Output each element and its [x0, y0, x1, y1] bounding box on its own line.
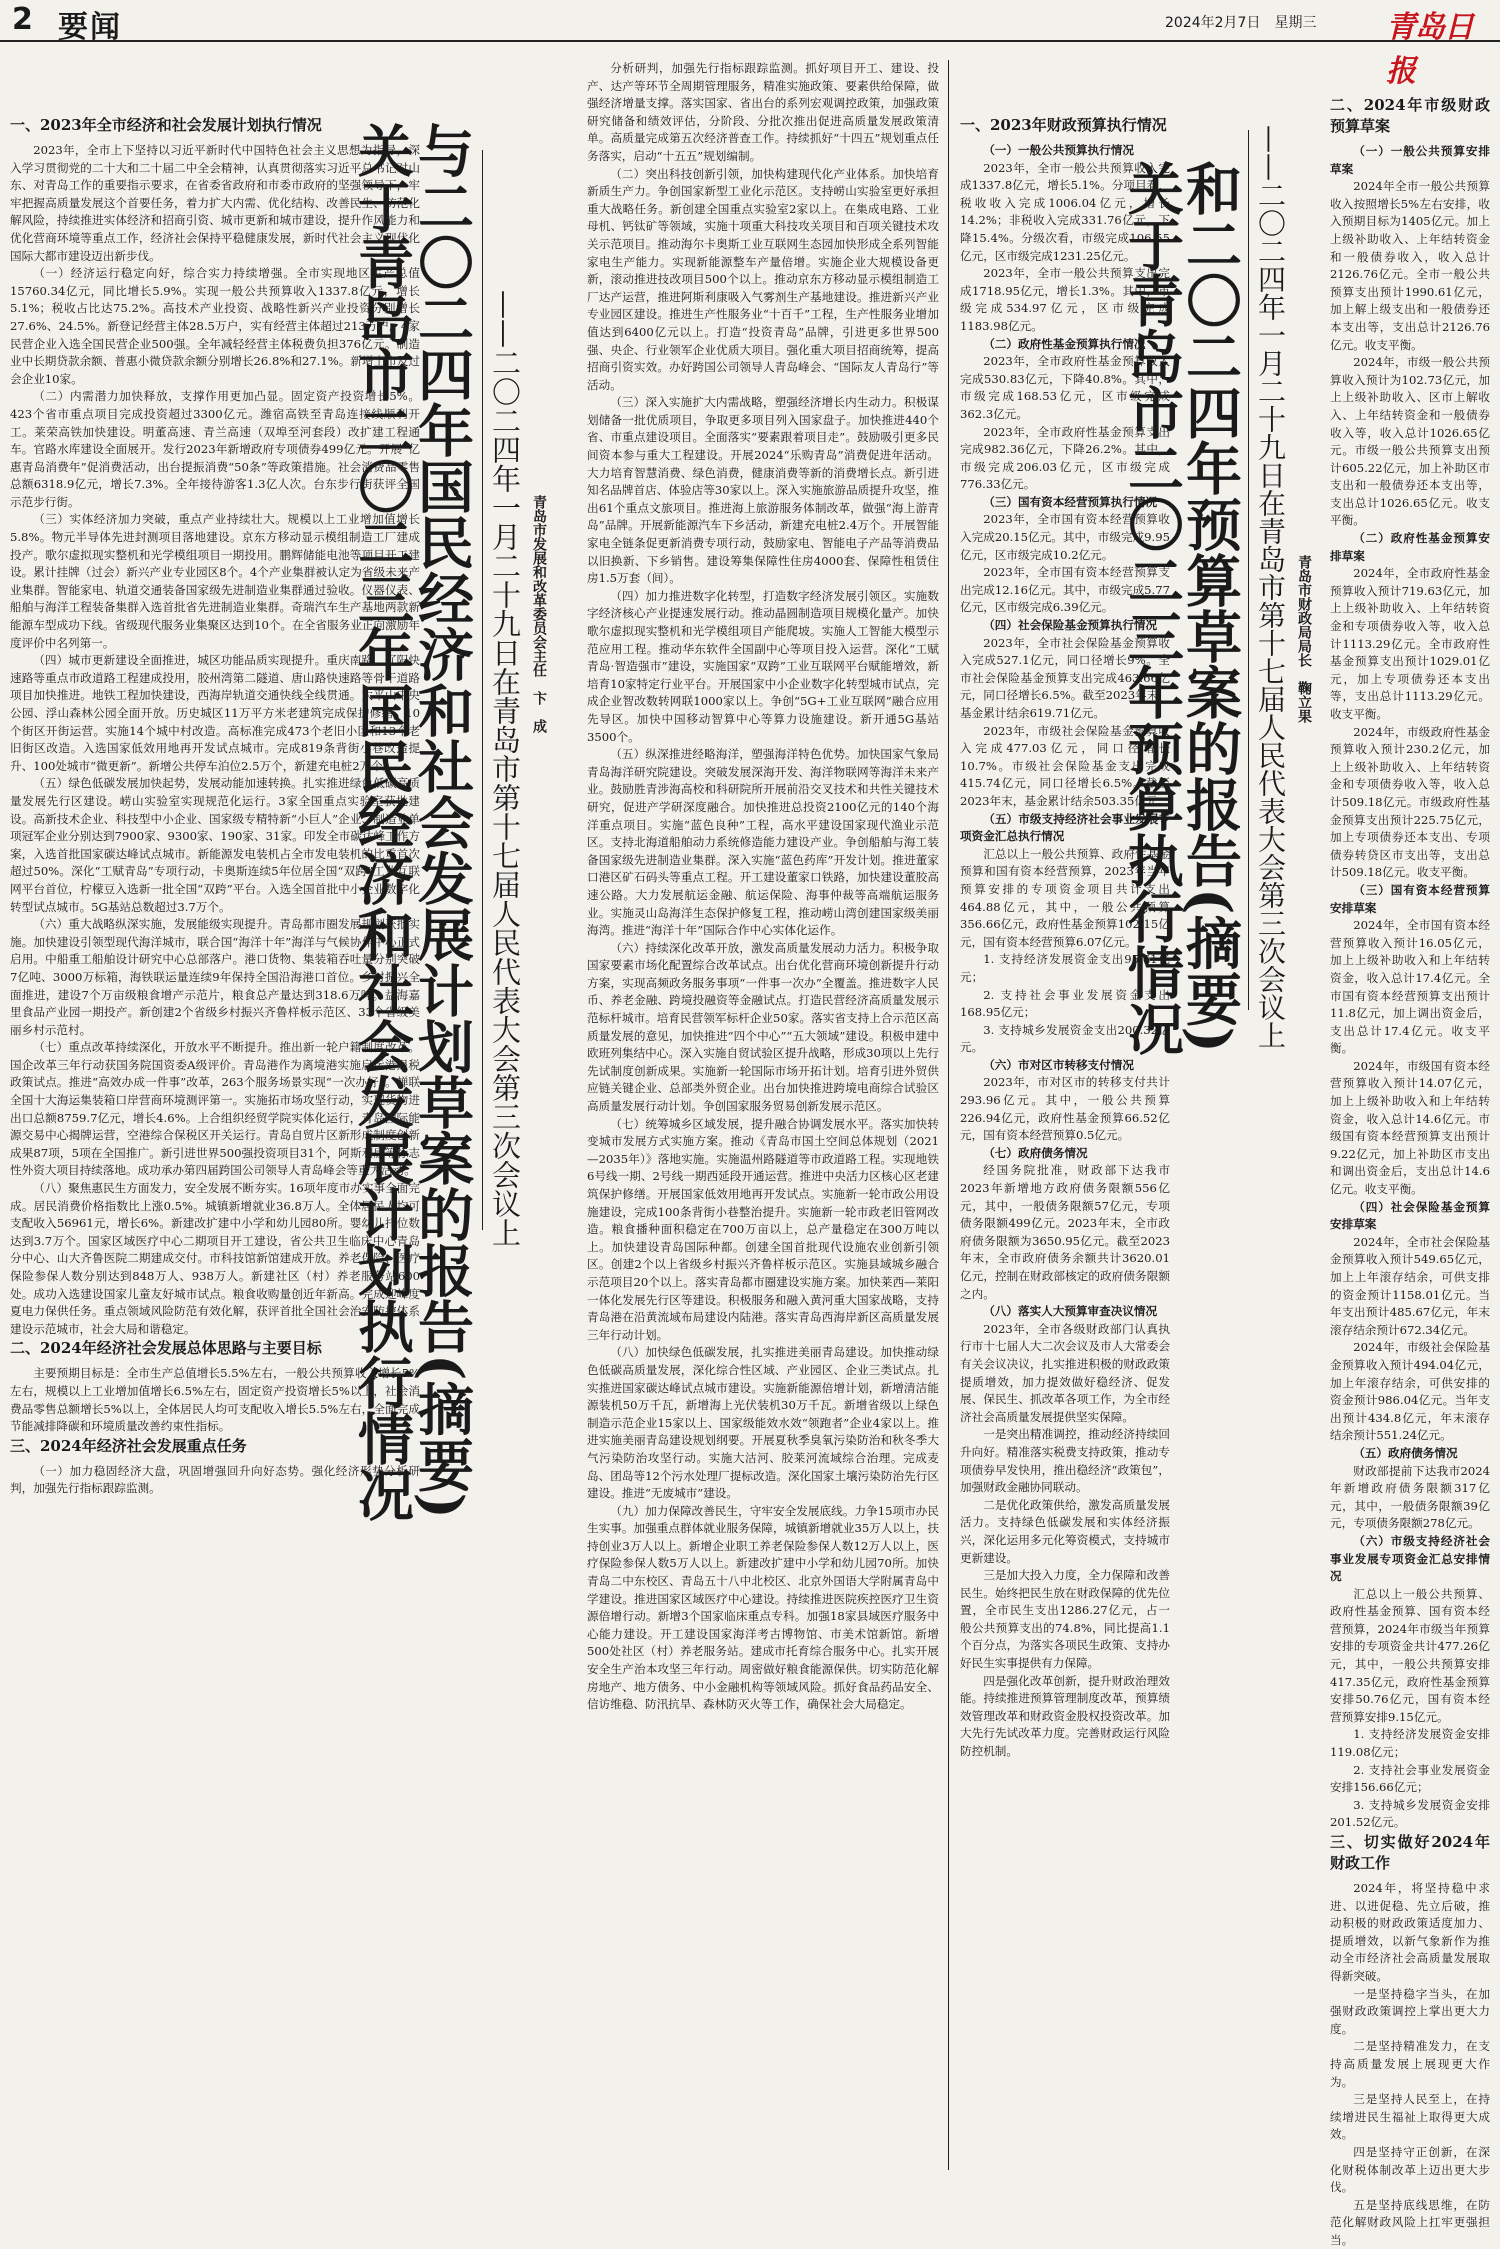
paragraph: 2024年，市级国有资本经营预算收入预计14.07亿元，加上上级补助收入和上年结转资金，收入总计14.6亿元。市级国有资本经营预算支出预计9.22亿元，加上补助区市支出和调出资金后，支出总计14.6亿元。收支平衡。: [1330, 1058, 1490, 1197]
paragraph: （四）城市更新建设全面推进，城区功能品质实现提升。重庆南路、辽阳快速路等重点市政道路工程建成投用，胶州湾第二隧道、唐山路快速路等骨干道路项目加快推进。地铁工程加快建设，西海岸轨道交通快线全线贯通。太平山中央公园、浮山森林公园全面开放。历史城区11万平方米老建筑完成保护修缮，10个街区开街运营。实施14个城中村改造。高标准完成473个老旧小区和13个老旧街区改造。入选国家低效用地再开发试点城市。完成819条背街小巷改造提升、100处城市“微更新”。新增公共停车泊位2.5万个，新建充电桩2万个。: [10, 653, 420, 773]
paragraph: （五）纵深推进经略海洋，塑强海洋特色优势。加快国家气象局青岛海洋研究院建设。突破发展深海开发、海洋物联网等海洋未来产业。鼓励胜青涉海高校和科研院所开展前沿交叉技术和共性关键技术研究，促进产学研深度融合。加快推进总投资2100亿元的140个海洋重点项目。实施“蓝色良种”工程，高水平建设国家现代渔业示范区。支持北海道船舶动力系统修造能力建设产业。争创船舶与海工装备国家级先进制造业集群。深入实施“蓝色药库”开发计划。推进董家口港区矿石码头等重点工程。开工建设董家口铁路，加快建设董胶高速公路。大力发展航运金融、航运保险、海事仲裁等高端航运服务业。实施灵山岛海洋生态保护修复工程，推动崂山湾创建国家级美丽海湾。推进“海洋十年”国际合作中心实体化运作。: [587, 747, 939, 938]
article2-title-line1: 关于青岛市二〇二三年预算执行情况: [1119, 160, 1185, 1056]
paragraph: 2023年，全市一般公共预算收入完成1337.8亿元，增长5.1%。分项目看，税收收入完成1006.04亿元，增长14.2%；非税收入完成331.76亿元，下降15.4%。分级次看，市级完成106.55亿元，区市级完成1231.25亿元。: [960, 160, 1170, 263]
paragraph: 汇总以上一般公共预算、政府性基金预算和国有资本经营预算，2023年当年预算安排的专项资金项目共计支出464.88亿元，其中，一般公共预算356.66亿元，政府性基金预算102.15亿元，国有资本经营预算6.07亿元。: [960, 846, 1170, 949]
article-divider: [948, 60, 949, 2170]
paragraph: （七）统筹城乡区域发展，提升融合协调发展水平。落实加快转变城市发展方式实施方案。推动《青岛市国土空间总体规划（2021—2035年）》落地实施。实施温州路隧道等市政道路工程。实现地铁6号线一期、2号线一期西延段开通运营。推进中央活力区核心区老建筑保护修缮。开展国家低效用地再开发试点。实施新一轮市政公用设施建设，完成100条背街小巷整治提升。实施新一轮市政老旧管网改造。粮食播种面积稳定在700万亩以上，总产量稳定在300万吨以上。加快建设青岛国际种都。创建全国首批现代设施农业创新引领区。创建2个以上省级乡村振兴齐鲁样板示范区。实施县域城乡融合示范项目20个以上。落实青岛都市圈建设实施方案。加快莱西—莱阳一体化发展先行区等建设。积极服务和融入黄河重大国家战略，支持青岛港在沿黄流域布局建设内陆港。落实青岛西海岸新区高质量发展三年行动计划。: [587, 1116, 939, 1342]
paragraph: 2023年，市级社会保险基金预算收入完成477.03亿元，同口径增长10.7%。市级社会保险基金支出完成415.74亿元，同口径增长6.5%。截至2023年末，基金累计结余503.35亿元。: [960, 723, 1170, 808]
article1-title-divider: [482, 150, 483, 1230]
section-heading: 一、2023年财政预算执行情况: [960, 116, 1167, 134]
paragraph: 五是坚持底线思维，在防范化解财政风险上扛牢更强担当。: [1330, 2197, 1490, 2247]
issue-date: 2024年2月7日 星期三: [1165, 15, 1317, 31]
section-heading: （一）一般公共预算执行情况: [983, 143, 1134, 157]
section-heading: 二、2024年经济社会发展总体思路与主要目标: [10, 1339, 322, 1358]
paragraph: 2024年全市一般公共预算收入按照增长5%左右安排，收入预期目标为1405亿元。加上上级补助收入、上年结转资金和一般债券收入，收入总计2126.76亿元。全市一般公共预算支出预计1990.61亿元，加上解上级支出和一般债券还本支出等，支出总计2126.76亿元。收支平衡。: [1330, 179, 1490, 352]
paragraph: 汇总以上一般公共预算、政府性基金预算、国有资本经营预算，2024年市级当年预算安排的专项资金共计477.26亿元，其中，一般公共预算安排417.35亿元，政府性基金预算安排50.76亿元，国有资本经营预算安排9.15亿元。: [1330, 1586, 1490, 1724]
paragraph: 分析研判，加强先行指标跟踪监测。抓好项目开工、建设、投产、达产等环节全周期管理服务，精准实施政策、要素供给保障，做强经济增量支撑。落实国家、省出台的系列宏观调控政策，加强政策研究储备和绩效评估，分阶段、分批次推出促进高质量发展政策清单。高质量完成第五次经济普查工作。持续抓好“十四五”规划重点任务落实，启动“十五五”规划编制。: [587, 61, 939, 163]
paragraph: 财政部提前下达我市2024年新增政府债务限额317亿元，其中，一般债务限额39亿元，专项债务限额278亿元。: [1330, 1463, 1490, 1531]
section-heading: （五）市级支持经济社会事业发展专项资金汇总执行情况: [960, 811, 1170, 844]
paragraph: （二）突出科技创新引领，加快构建现代化产业体系。加快培育新质生产力。争创国家新型工业化示范区。支持崂山实验室更好承担重大战略任务。新创建全国重点实验室2家以上。在集成电路、工业母机、钙钛矿等领域，实施十项重大科技攻关项目和百项关键技术攻关示范项目。推动海尔卡奥斯工业互联网生态园加快形成全系列智能家电生产能力。实现新能源整车产量倍增。实施企业大规模设备更新，滚动推进技改项目500个以上。推动京东方移动显示模组制造工厂达产运营，推进阿斯利康吸入气雾剂生产基地建设。推进新兴产业专业园区建设。推进生产性服务业“十百千”工程，生产性服务业增加值达到6400亿元以上。打造“投资青岛”品牌，引进更多世界500强、央企、行业领军企业优质大项目。强化重大项目招商统筹，提高招商引资实效。办好跨国公司领导人青岛峰会、“国际友人青岛行”等活动。: [587, 166, 939, 392]
paragraph: （二）内需潜力加快释放，支撑作用更加凸显。固定资产投资增长5%。423个省市重点项目完成投资超过3300亿元。潍宿高铁至青岛连接线顺利开工。莱荣高铁加快建设。明董高速、青兰高速（双埠至河套段）改扩建工程通车。官路水库建设全面展开。发行2023年新增政府专项债券499亿元。开展“亿惠青岛消费年”促消费活动，出台提振消费“50条”等政策措施。社会消费品零售总额6318.9亿元，增长7.3%。全年接待游客1.3亿人次。台东步行街获评全国示范步行街。: [10, 389, 420, 509]
paragraph: 2024年，将坚持稳中求进、以进促稳、先立后破，推动积极的财政政策适度加力、提质增效，以新气象新作为推动全市经济社会高质量发展取得新突破。: [1330, 1881, 1490, 1983]
article1-title-line1: 关于青岛市二〇二三年国民经济和社会发展计划执行情况: [349, 122, 415, 1522]
paragraph: 1. 支持经济发展资金安排119.08亿元；: [1330, 1727, 1490, 1760]
paragraph: （一）经济运行稳定向好，综合实力持续增强。全市实现地区生产总值15760.34亿元，同比增长5.9%。实现一般公共预算收入1337.8亿元，增长5.1%；税收占比达75.2%。高技术产业投资、战略性新兴产业投资分别增长27.6%、24.5%。新登记经营主体28.5万户，实有经营主体超过213万户。4家民营企业入选全国民营企业500强。全年减轻经营主体税费负担376亿元。制造业中长期贷款余额、普惠小微贷款余额分别增长26.8%和27.1%。新增上市及过会企业10家。: [10, 266, 420, 386]
section-heading: （四）社会保险基金预算执行情况: [983, 618, 1158, 633]
section-heading: （二）政府性基金预算执行情况: [983, 336, 1146, 351]
paragraph: 2023年，全市政府性基金预算支出完成982.36亿元，下降26.2%。其中，市级完成206.03亿元，区市级完成776.33亿元。: [960, 424, 1170, 492]
paragraph: 2023年，全市社会保险基金预算收入完成527.1亿元，同口径增长9%。全市社会保险基金预算支出完成463.66亿元，同口径增长6.5%。截至2023年末，基金累计结余619.71亿元。: [960, 635, 1170, 720]
section-heading: （六）市级支持经济社会事业发展专项资金汇总安排情况: [1330, 1533, 1490, 1584]
section-heading: 三、切实做好2024年财政工作: [1330, 1833, 1490, 1872]
paragraph: 二是优化政策供给，激发高质量发展活力。支持绿色低碳发展和实体经济振兴，深化运用多元化筹资模式，支持城市更新建设。: [960, 1497, 1170, 1565]
article2-author: 青岛市财政局局长 鞠立果: [1296, 555, 1312, 723]
paragraph: 1. 支持经济发展资金支出95.61亿元；: [960, 952, 1170, 984]
paragraph: 2023年，全市各级财政部门认真执行市十七届人大二次会议及市人大常委会有关会议决议，扎实推进积极的财政政策提质增效，加力提效做好稳经济、促发展、保民生、抓改革各项工作，为全市经济社会高质量发展提供坚实保障。: [960, 1321, 1170, 1424]
paragraph: （三）实体经济加力突破，重点产业持续壮大。规模以上工业增加值增长5.8%。物元半导体先进封测项目落地建设。京东方移动显示模组制造工厂建成投产。歌尔虚拟现实整机和光学模组项目一期投用。鹏辉储能电池等项目开工建设。累计挂牌（过会）新兴产业专业园区8个。4个产业集群被认定为省级未来产业集群。智能家电、轨道交通装备国家级先进制造业集群通过验收。仪器仪表、船舶与海洋工程装备集群入选首批省先进制造业集群。奇瑞汽车生产基地两款新能源车型成功下线。省级现代服务业集聚区达到10个。在全省服务业正向激励年度评价中名列第一。: [10, 512, 420, 650]
paragraph: 一是坚持稳字当头，在加强财政政策调控上掌出更大力度。: [1330, 1986, 1490, 2036]
paragraph: 2024年，市级社会保险基金预算收入预计494.04亿元，加上年滚存结余，可供安排的资金预计986.04亿元。当年支出预计434.8亿元，年末滚存结余预计551.24亿元。: [1330, 1340, 1490, 1443]
article1-subtitle: ——二〇二四年一月二十九日在青岛市第十七届人民代表大会第三次会议上: [488, 290, 522, 1247]
page-header: [0, 0, 1500, 89]
article1-title-line2: 与二〇二四年国民经济和社会发展计划草案的报告(摘要): [409, 122, 475, 1519]
paragraph: 2024年，市级一般公共预算收入预计为102.73亿元，加上上级补助收入、区市上解收入、上年结转资金和一般债券收入等，收入总计1026.65亿元。市级一般公共预算支出预计605.22亿元，加上补助区市支出和一般债券还本支出等，支出总计1026.65亿元。收支平衡。: [1330, 355, 1490, 528]
section-heading: （三）国有资本经营预算执行情况: [983, 494, 1158, 509]
section-heading: （六）市对区市转移支付情况: [983, 1057, 1134, 1072]
section-heading: 一、2023年全市经济和社会发展计划执行情况: [10, 116, 322, 134]
section-heading: 二、2024年市级财政预算草案: [1330, 96, 1490, 135]
paragraph: 2023年，全市国有资本经营预算支出完成12.16亿元。其中，市级完成5.77亿元，区市级完成6.39亿元。: [960, 565, 1170, 615]
article1-column-2: [587, 60, 939, 2170]
article2-subtitle: ——二〇二四年一月二十九日在青岛市第十七届人民代表大会第三次会议上: [1254, 125, 1287, 1049]
article2-title-divider: [1248, 130, 1249, 1010]
article2-title-line2: 和二〇二四年预算草案的报告(摘要): [1177, 160, 1243, 1053]
section-heading: （一）一般公共预算安排草案: [1330, 144, 1490, 176]
paragraph: 2023年，全市国有资本经营预算收入完成20.15亿元。其中，市级完成9.95亿元，区市级完成10.2亿元。: [960, 512, 1170, 562]
paragraph: 2024年，全市政府性基金预算收入预计719.63亿元，加上上级补助收入、上年结转资金和专项债券收入等，收入总计1113.29亿元。全市政府性基金预算支出预计1029.01亿元，加上专项债券还本支出等，支出总计1113.29亿元。收支平衡。: [1330, 566, 1490, 721]
paragraph: 二是坚持精准发力，在支持高质量发展上展现更大作为。: [1330, 2039, 1490, 2089]
paragraph: 2. 支持社会事业发展资金支出168.95亿元；: [960, 987, 1170, 1020]
section-heading: （八）落实人大预算审查决议情况: [983, 1304, 1158, 1319]
paragraph: 一是突出精准调控，推动经济持续回升向好。精准落实税费支持政策，推动专项债券早发快用，推出稳经济“政策包”，加强财政金融协同联动。: [960, 1427, 1170, 1495]
article1-author: 青岛市发展和改革委员会主任 卞 成: [531, 495, 547, 733]
paragraph: 2024年，市级政府性基金预算收入预计230.2亿元，加上上级补助收入、上年结转资金和专项债券收入等，收入总计509.18亿元。市级政府性基金预算支出预计225.75亿元，加上专项债券还本支出、专项债券转贷区市支出等，支出总计509.18亿元。收支平衡。: [1330, 724, 1490, 880]
paragraph: 三是加大投入力度，全力保障和改善民生。始终把民生放在财政保障的优先位置，全市民生支出1286.27亿元，占一般公共预算支出的74.8%，同比提高1.1个百分点，为落实各项民生政策、支持办好民生实事提供有力保障。: [960, 1568, 1170, 1671]
paragraph: （五）绿色低碳发展加快起势，发展动能加速转换。扎实推进绿色低碳高质量发展先行区建设。崂山实验室实现规范化运行。3家全国重点实验室获批建设。高新技术企业、科技型中小企业、国家级专精特新“小巨人”企业、制造业单项冠军企业分别达到7900家、9300家、190家、31家。印发全市碳达峰工作方案，入选首批国家碳达峰试点城市。新能源发电装机占全市发电装机的比重首次超过50%。深化“工赋青岛”专项行动，卡奥斯连续5年位居全国“双跨”工业互联网平台首位，柠檬豆入选新一批全国“双跨”平台。入选全国首批中小企业数字化转型试点城市。5G基站总数超过3.7万个。: [10, 776, 420, 914]
paragraph: 2. 支持社会事业发展资金安排156.66亿元；: [1330, 1762, 1490, 1795]
paragraph: （九）加力保障改善民生，守牢安全发展底线。力争15项市办民生实事。加强重点群体就业服务保障，城镇新增就业35万人以上，扶持创业3万人以上。新增企业职工养老保险参保人数12万人以上，医疗保险参保人数5万人以上。新建改扩建中小学和幼儿园70所。加快青岛二中东校区、青岛五十八中北校区、北京外国语大学附属青岛中学建设。推进国家区域医疗中心建设。持续推进医院疾控医疗卫生资源倍增行动。新增3个国家临床重点专科。加强18家县域医疗服务中心能力建设。开工建设国家海洋考古博物馆、市美术馆新馆。新增500处社区（村）养老服务站。建成市托育综合服务中心。扎实开展安全生产治本攻坚三年行动。周密做好粮食能源保供。切实防范化解房地产、地方债务、中小金融机构等领域风险。抓好食品药品安全、信访维稳、防汛抗旱、森林防灭火等工作，确保社会大局稳定。: [587, 1503, 939, 1712]
paragraph: 3. 支持城乡发展资金安排201.52亿元。: [1330, 1797, 1490, 1830]
paragraph: 2024年，全市社会保险基金预算收入预计549.65亿元，加上上年滚存结余，可供支排的资金预计1158.01亿元。当年支出预计485.67亿元，年末滚存结余预计672.34亿元。: [1330, 1234, 1490, 1337]
paragraph: 四是强化改革创新，提升财政治理效能。持续推进预算管理制度改革，预算绩效管理改革和财政资金股权投资改革。加大先行先试改革力度。完善财政运行风险防控机制。: [960, 1673, 1170, 1759]
paragraph: （六）重大战略纵深实施，发展能级实现提升。青岛都市圈发展规划获批实施。加快建设引领型现代海洋城市，联合国“海洋十年”海洋与气候协作中心正式启用。中船重工船舶设计研究中心总部落户。港口货物、集装箱吞吐量分别突破7亿吨、3000万标箱，海铁联运量连续9年保持全国沿海港口首位。乡村振兴全面推进，建设7个万亩级粮食增产示范片，粮食总产量达到318.6万吨。益海嘉里食品产业园一期投产。新创建2个省级乡村振兴齐鲁样板示范区、33个省级美丽乡村示范村。: [10, 917, 420, 1037]
page-number: 2: [12, 2, 33, 37]
paragraph: 主要预期目标是：全市生产总值增长5.5%左右，一般公共预算收入增长5%左右，规模以上工业增加值增长6.5%左右，固定资产投资增长5%以上，社会消费品零售总额增长5%以上，全体居民人均可支配收入增长5.5%左右，全面完成节能减排降碳和环境质量改善约束性指标。: [10, 1366, 420, 1434]
section-heading: （七）政府债务情况: [983, 1145, 1088, 1160]
section-heading: 三、2024年经济社会发展重点任务: [10, 1436, 247, 1455]
paragraph: 2023年，市对区市的转移支付共计293.96亿元。其中，一般公共预算226.94亿元，政府性基金预算66.52亿元，国有资本经营预算0.5亿元。: [960, 1075, 1170, 1143]
paragraph: 3. 支持城乡发展资金支出200.32亿元。: [960, 1022, 1170, 1055]
paragraph: 2024年，全市国有资本经营预算收入预计16.05亿元，加上上级补助收入和上年结转资金，收入总计17.4亿元。全市国有资本经营预算支出预计11.8亿元，加上调出资金后，支出总计17.4亿元。收支平衡。: [1330, 918, 1490, 1056]
paragraph: （三）深入实施扩大内需战略，塑强经济增长内生动力。积极谋划储备一批优质项目，争取更多项目列入国家盘子。加快推进440个省、市重点建设项目。全面落实“要素跟着项目走”。鼓励吸引更多民间资本参与重大工程建设。开展2024“乐购青岛”消费促进年活动。大力培育智慧消费、绿色消费，健康消费等新的消费增长点。新引进知名品牌首店、体验店等30家以上。深入实施旅游品质提升攻坚，推出61个重点文旅项目。推进海上旅游服务体制改革，做强“海上游青岛”品牌。开展新能源汽车下乡活动，新建充电桩2.4万个。开展智能家电全链条促更新消费专项行动，鼓励家电、智能电子产品等消费品以旧换新、下乡销售。建设筹集保障性住房4000套、保障性租赁住房1.5万套（间）。: [587, 395, 939, 586]
paragraph: （七）重点改革持续深化，开放水平不断提升。推出新一轮户籍制度改革。国企改革三年行动获国务院国资委A级评价。青岛港作为离境港实施启运港退税政策试点。推进“高效办成一件事”改革，263个服务场景实现“一次办好”。蝉联全国十大海运集装箱口岸营商环境测评第一。实施拓市场攻坚行动，实现货物进出口总额8759.7亿元，增长4.6%。上合组织经贸学院实体化运行，青岛国际能源交易中心揭牌运营，空港综合保税区开关运行。青岛自贸片区新形成制度创新成果87项，5项在全国推广。新引进世界500强投资项目31个，阿斯利康等标志性外资大项目持续落地。成功承办第四届跨国公司领导人青岛峰会等重大活动。: [10, 1040, 420, 1178]
paragraph: 四是坚持守正创新，在深化财税体制改革上迈出更大步伐。: [1330, 2144, 1490, 2195]
paragraph: 经国务院批准，财政部下达我市2023年新增地方政府债务限额556亿元，其中，一般债务限额57亿元，专项债务限额499亿元。2023年末，全市政府债务限额为3650.95亿元。截至2023年末，全市政府债务余额共计3620.01亿元，控制在财政部核定的政府债务限额之内。: [960, 1163, 1170, 1301]
section-name: 要闻: [58, 10, 122, 45]
section-heading: （二）政府性基金预算安排草案: [1330, 531, 1490, 563]
section-heading: （三）国有资本经营预算安排草案: [1330, 882, 1490, 915]
paragraph: （六）持续深化改革开放，激发高质量发展动力活力。积极争取国家要素市场化配置综合改革试点。出台优化营商环境创新提升行动方案，实现高频政务服务事项“一件事一次办”全覆盖。推进数字人民币、养老金融、跨境投融资等金融试点。打造民营经济高质量发展示范标杆城市。培育民营领军标杆企业50家。落实省支持上合示范区高质量发展的意见，加快推进“四个中心”“五大领域”建设。积极申建中欧班列集结中心。深入实施自贸试验区提升战略，形成30项以上先行先试制度创新成果。实施新一轮国际市场开拓计划。培育引进外贸供应链关键企业、总部类外贸企业。出台加快推进跨境电商综合试验区高质量发展行动计划。争创国家服务贸易创新发展示范区。: [587, 940, 939, 1114]
paragraph: （八）聚焦惠民生方面发力，安全发展不断夯实。16项年度市办实事全面完成。居民消费价格指数比上涨0.5%。城镇新增就业36.8万人。全体居民人均可支配收入56961元，增长6%。新建改扩建中小学和幼儿园80所。婴幼儿托位数达到3.7万个。国家区域医疗中心二期项目开工建设，省公共卫生临床中心青岛分中心、山大齐鲁医院二期建成交付。市科技馆新馆建成开放。养老保险、医疗保险参保人数分别达到848万人、938万人。新建社区（村）养老服务站600处。成功入选建设国家儿童友好城市试点。粮食收购量创近年新高。完成迎峰度夏电力保供任务。重点领域风险防范有效化解，获评首批全国社会治安防控体系建设示范城市，社会大局和谐稳定。: [10, 1181, 420, 1336]
masthead-logo: 青岛日报: [1386, 10, 1473, 89]
paragraph: 2023年，全市一般公共预算支出完成1718.95亿元，增长1.3%。其中，市级完成534.97亿元，区市级完成1183.98亿元。: [960, 266, 1170, 333]
paragraph: 2023年，全市上下坚持以习近平新时代中国特色社会主义思想为指导，深入学习贯彻党的二十大和二十届二中全会精神，认真贯彻落实习近平总书记对山东、对青岛工作的重要指示要求，在省委省政府和市委市政府的坚强领导下，牢牢把握高质量发展这个首要任务，着力扩大内需、优化结构、改善民生、防范化解风险，持续推进实体经济和招商引资、城市更新和城市建设，提升作风能力和优化营商环境等重点工作，经济社会保持平稳健康发展，新时代社会主义现代化国际大都市建设迈出新步伐。: [10, 143, 420, 263]
section-heading: （五）政府债务情况: [1353, 1445, 1458, 1460]
section-heading: （四）社会保险基金预算安排草案: [1330, 1199, 1490, 1232]
paragraph: 2023年，全市政府性基金预算收入完成530.83亿元，下降40.8%。其中，市级完成168.53亿元，区市级完成362.3亿元。: [960, 354, 1170, 421]
paragraph: （八）加快绿色低碳发展，扎实推进美丽青岛建设。加快推动绿色低碳高质量发展，深化综合性区域、产业园区、企业三类试点。扎实推进国家碳达峰试点城市建设。实施新能源倍增计划，新增清洁能源装机50万千瓦，新增海上光伏装机30万千瓦。新增省级以上绿色制造示范企业15家以上、国家级能效水效“领跑者”企业4家以上。推进实施美丽青岛建设规划纲要。开展夏秋季臭氧污染防治和秋冬季大气污染防治攻坚行动。实施大沽河、胶莱河流域综合治理。完成麦岛、团岛等12个污水处理厂提标改造。深化国家土壤污染防治先行区建设。推进“无废城市”建设。: [587, 1345, 939, 1501]
article2-column-2: [1330, 95, 1490, 2247]
paragraph: （一）加力稳固经济大盘，巩固增强回升向好态势。强化经济形势分析研判，加强先行指标跟踪监测。: [10, 1463, 420, 1496]
paragraph: （四）加力推进数字化转型，打造数字经济发展引领区。实施数字经济核心产业提速发展行动。推动晶圆制造项目规模化量产。加快歌尔虚拟现实整机和光学模组项目产能爬坡。实施人工智能大模型示范应用工程。推动华东软件全国副中心等项目投入运营。深化“工赋青岛·智造强市”建设，实施国家“双跨”工业互联网平台赋能增效，新培育10家特定行业平台。开展国家中小企业数字化转型城市试点，完成企业智改数转网联1000家以上。争创“5G+工业互联网”融合应用先导区。加快中国移动智算中心等算力设施建设。新开通5G基站3500个。: [587, 588, 939, 744]
paragraph: 三是坚持人民至上，在持续增进民生福祉上取得更大成效。: [1330, 2092, 1490, 2142]
